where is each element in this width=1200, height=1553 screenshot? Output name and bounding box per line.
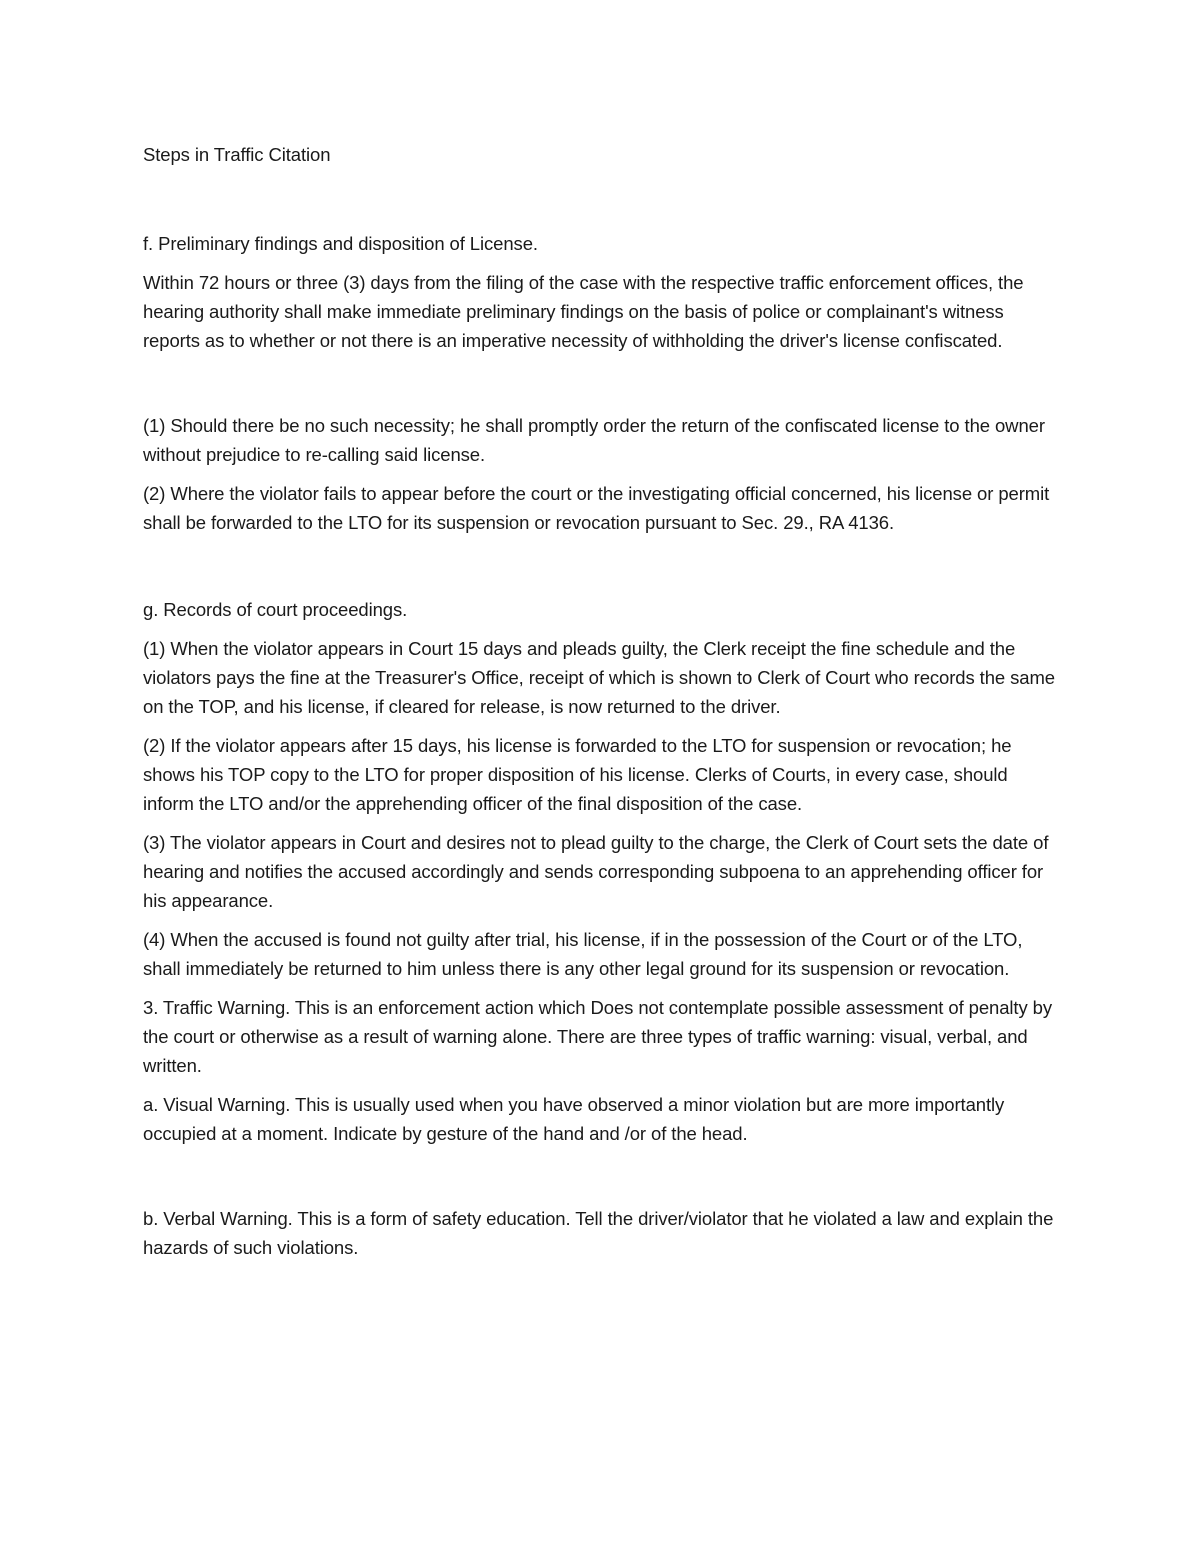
section-f-item-1: (1) Should there be no such necessity; he shall promptly order the return of the confiscated license to the owner without prejudice to re-calling said license. (143, 415, 1045, 465)
visual-warning: a. Visual Warning. This is usually used when you have observed a minor violation but are more importantly occupied at a moment. Indicate by gesture of the hand and /or of the head. (143, 1094, 1005, 1144)
section-f-item-2: (2) Where the violator fails to appear before the court or the investigating official concerned, his license or permit shall be forwarded to the LTO for its suspension or revocation pursuant to Sec. 29., RA 4136. (143, 483, 1050, 533)
document-title: Steps in Traffic Citation (143, 144, 331, 165)
section-g-heading: g. Records of court proceedings. (143, 599, 408, 620)
verbal-warning: b. Verbal Warning. This is a form of safety education. Tell the driver/violator that he violated a law and explain the hazards of such violations. (143, 1208, 1054, 1258)
section-g-item-4: (4) When the accused is found not guilty after trial, his license, if in the possession of the Court or of the LTO, shall immediately be returned to him unless there is any other legal ground for its suspension or revocation. (143, 929, 1023, 979)
section-g-item-1: (1) When the violator appears in Court 15 days and pleads guilty, the Clerk receipt the fine schedule and the violators pays the fine at the Treasurer's Office, receipt of which is shown to Clerk of Court who records the same on the TOP, and his license, if cleared for release, is now returned to the driver. (143, 638, 1055, 717)
section-f-intro: Within 72 hours or three (3) days from the filing of the case with the respective traffic enforcement offices, the hearing authority shall make immediate preliminary findings on the basis of police or complainant's witness reports as to whether or not there is an imperative necessity of withholding the driver's license confiscated. (143, 272, 1024, 351)
section-g-item-3: (3) The violator appears in Court and desires not to plead guilty to the charge, the Clerk of Court sets the date of hearing and notifies the accused accordingly and sends corresponding subpoena to an apprehending officer for his appearance. (143, 832, 1049, 911)
traffic-warning-intro: 3. Traffic Warning. This is an enforcement action which Does not contemplate possible assessment of penalty by the court or otherwise as a result of warning alone. There are three types of traffic warning: visual, verbal, and written. (143, 997, 1052, 1076)
document-page (143, 140, 1063, 1272)
section-g-item-2: (2) If the violator appears after 15 days, his license is forwarded to the LTO for suspension or revocation; he shows his TOP copy to the LTO for proper disposition of his license. Clerks of Courts, in every case, should inform the LTO and/or the apprehending officer of the final disposition of the case. (143, 735, 1012, 814)
section-f-heading: f. Preliminary findings and disposition of License. (143, 233, 538, 254)
